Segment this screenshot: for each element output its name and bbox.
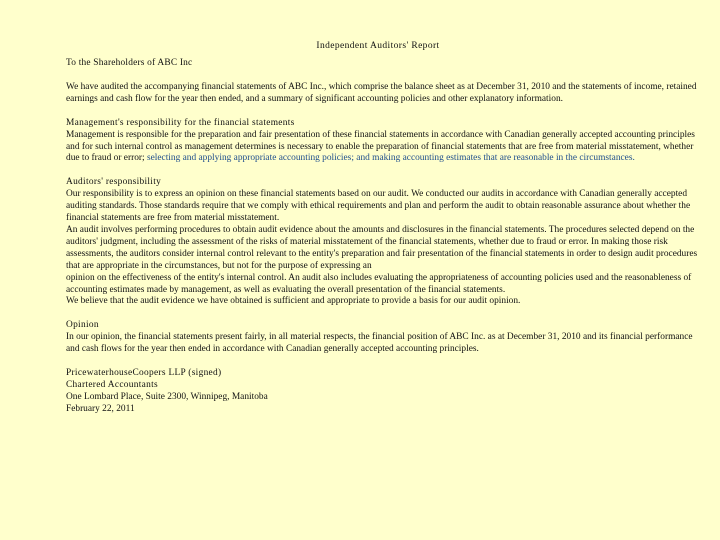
report-body [66, 58, 702, 416]
signature-firm: PricewaterhouseCoopers LLP (signed) [66, 368, 222, 379]
spacer [66, 308, 702, 320]
spacer [66, 70, 702, 82]
auditors-paragraph-4: We believe that the audit evidence we have obtained is sufficient and appropriate to provide a basis for our audit opinion. [66, 296, 521, 307]
management-heading: Management's responsibility for the financial statements [66, 117, 295, 128]
signature-address: One Lombard Place, Suite 2300, Winnipeg, Manitoba [66, 391, 268, 402]
signature-designation: Chartered Accountants [66, 379, 158, 390]
spacer [66, 356, 702, 368]
addressee: To the Shareholders of ABC Inc [66, 58, 193, 68]
intro-paragraph: We have audited the accompanying financial statements of ABC Inc., which comprise the balance sheet as at December 31, 2010 and the statements of income, retained earnings and cash flow for the year then ended, and a summary of significant accounting policies and other explanatory information. [66, 81, 697, 104]
opinion-paragraph: In our opinion, the financial statements present fairly, in all material respects, the financial position of ABC Inc. as at December 31, 2010 and its financial performance and cash flows for the year then ended in accordance with Canadian generally accepted accounting principles. [66, 332, 693, 355]
auditors-heading: Auditors' responsibility [66, 177, 162, 188]
auditors-paragraph-3: opinion on the effectiveness of the entity's internal control. An audit also includes evaluating the appropriateness of accounting policies used and the reasonableness of accounting estimates made by management, as well as evaluating the overall presentation of the financial statements. [66, 272, 692, 295]
management-body: Management is responsible for the preparation and fair presentation of these financial statements in accordance with Canadian generally accepted accounting principles and for such internal control as management determines is necessary to enable the preparation of financial statements that are free from material misstatement, whether due to fraud or error; [66, 129, 695, 164]
management-paragraph [66, 130, 702, 166]
spacer [66, 106, 702, 118]
spacer [66, 165, 702, 177]
auditors-paragraph-2: An audit involves performing procedures to obtain audit evidence about the amounts and disclosures in the financial statements. The procedures selected depend on the auditors' judgment, including the assessment of the risks of material misstatement of the financial statements, whether due to fraud or error. In making those risk assessments, the auditors consider internal control relevant to the entity's preparation and fair presentation of the financial statements in order to design audit procedures that are appropriate in the circumstances, but not for the purpose of expressing an [66, 224, 698, 271]
signature-date: February 22, 2011 [66, 403, 135, 414]
management-highlight: selecting and applying appropriate accounting policies; and making accounting estimates that are reasonable in the circumstances. [146, 153, 635, 164]
report-title: Independent Auditors' Report [316, 41, 440, 51]
opinion-heading: Opinion [66, 320, 99, 331]
auditors-paragraph-1: Our responsibility is to express an opinion on these financial statements based on our audit. We conducted our audits in accordance with Canadian generally accepted auditing standards. Those standards require that we comply with ethical requirements and plan and perform the audit to obtain reasonable assurance about whether the financial statements are free from material misstatement. [66, 189, 691, 224]
